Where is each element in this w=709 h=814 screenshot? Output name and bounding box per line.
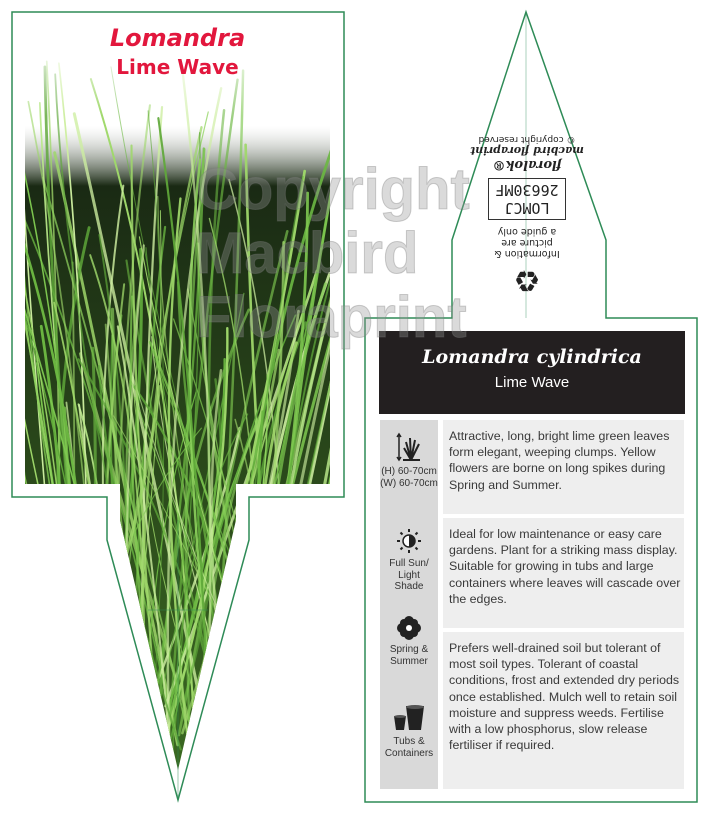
plant-size-icon	[396, 432, 422, 462]
flowering-attribute	[380, 616, 438, 667]
light-line-1: Full Sun/	[389, 558, 429, 569]
watermark-line: Floraprint	[196, 285, 467, 350]
brand-name: floralok®	[492, 157, 562, 172]
uses-attribute	[380, 704, 438, 759]
light-attribute	[380, 528, 438, 593]
care-block: Prefers well-drained soil but tolerant of most soil types. Tolerant of coastal conditions, frost and extended dry periods once established. Mulch well to retain soil moisture and suppress weeds. Fertilise with a low phosphorus, slow release fertiliser if required.	[443, 632, 684, 789]
code-line-2: 26630MF	[495, 181, 559, 199]
info-line: Information &	[494, 248, 560, 259]
size-attribute	[380, 432, 438, 489]
copyright-text: © copyright reserved	[478, 134, 576, 144]
brand-sub: macbird floraprint	[470, 144, 584, 157]
scientific-name: Lomandra cylindrica	[422, 346, 642, 368]
attribute-sidebar	[380, 420, 438, 789]
flower-icon	[397, 616, 421, 640]
uses-line-1: Tubs &	[393, 736, 425, 747]
watermark-line: Copyright	[196, 157, 470, 222]
sun-shade-icon	[396, 528, 422, 554]
watermark-line: Macbird	[196, 221, 419, 286]
info-line: a guide only	[497, 226, 557, 237]
light-line-3: Shade	[394, 581, 424, 592]
pots-icon	[392, 704, 426, 732]
plant-header	[379, 331, 685, 414]
back-upside-info	[452, 95, 602, 295]
front-genus-title: Lomandra	[109, 24, 246, 52]
cultivar-name: Lime Wave	[494, 374, 570, 391]
description-block: Attractive, long, bright lime green leaves form elegant, weeping clumps. Yellow flowers are borne on long spikes during Spring and Summer.	[443, 420, 684, 514]
flowering-line-2: Summer	[390, 655, 428, 667]
uses-line-2: Containers	[384, 747, 434, 759]
product-code-box	[488, 178, 565, 220]
light-line-2: Light	[398, 569, 420, 581]
flowering-line-1: Spring &	[389, 644, 429, 655]
size-height: (H) 60-70cm	[381, 466, 437, 477]
size-width: (W) 60-70cm	[380, 477, 438, 489]
info-line: picture are	[501, 237, 553, 248]
grass-blade	[73, 262, 75, 720]
recycle-icon: ♻	[513, 262, 541, 297]
front-cultivar-title: Lime Wave	[116, 55, 239, 79]
code-line-1: LOMCJ	[504, 199, 550, 217]
uses-block: Ideal for low maintenance or easy care gardens. Plant for a striking mass display. Suitable for growing in tubs and large containers where leaves will cascade over the edges.	[443, 518, 684, 628]
